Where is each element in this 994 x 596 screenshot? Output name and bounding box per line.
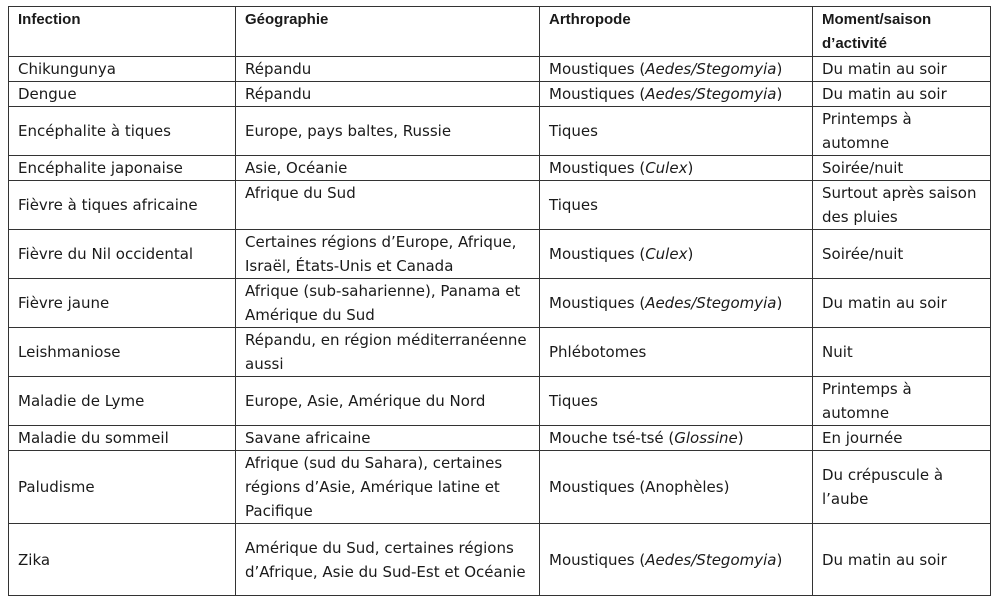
table-row [9,107,991,156]
cell-arthropode [540,82,813,107]
cell-infection: Paludisme [9,451,236,524]
cell-moment: Soirée/nuit [813,230,991,279]
table-row [9,156,991,181]
cell-infection: Dengue [9,82,236,107]
cell-infection: Fièvre jaune [9,279,236,328]
cell-infection: Maladie du sommeil [9,426,236,451]
table-row [9,279,991,328]
cell-geographie: Europe, Asie, Amérique du Nord [236,377,540,426]
table-row [9,377,991,426]
cell-geographie: Afrique du Sud [236,181,540,230]
table-row [9,426,991,451]
cell-infection: Fièvre du Nil occidental [9,230,236,279]
cell-moment: Nuit [813,328,991,377]
arthropode-close: ) [687,245,694,263]
cell-moment: Du crépuscule à l’aube [813,451,991,524]
table-row [9,230,991,279]
cell-geographie: Afrique (sub-saharienne), Panama et Amérique du Sud [236,279,540,328]
cell-geographie: Répandu, en région méditerranéenne aussi [236,328,540,377]
arthropode-text: Moustiques ( [549,245,646,263]
cell-arthropode [540,426,813,451]
cell-infection: Zika [9,524,236,596]
arthropode-close: ) [776,85,783,103]
cell-arthropode [540,181,813,230]
table-row [9,181,991,230]
header-geographie: Géographie [236,7,540,57]
cell-geographie: Certaines régions d’Europe, Afrique, Israël, États-Unis et Canada [236,230,540,279]
header-arthropode: Arthropode [540,7,813,57]
cell-arthropode [540,57,813,82]
cell-moment: Printemps à automne [813,377,991,426]
cell-geographie: Europe, pays baltes, Russie [236,107,540,156]
table-row [9,57,991,82]
cell-infection: Encéphalite à tiques [9,107,236,156]
arthropode-genus: Aedes/Stegomyia [645,550,777,569]
arthropode-close: ) [776,550,783,569]
arthropode-text: Moustiques ( [549,550,646,569]
arthropode-close: ) [776,60,783,78]
cell-moment: Du matin au soir [813,524,991,596]
cell-geographie: Amérique du Sud, certaines régions d’Afrique, Asie du Sud-Est et Océanie [236,524,540,596]
cell-moment: En journée [813,426,991,451]
cell-infection: Chikungunya [9,57,236,82]
infection-table [8,6,991,596]
cell-arthropode [540,377,813,426]
arthropode-close: ) [687,159,694,177]
arthropode-close: ) [776,294,783,312]
arthropode-text: Tiques [549,196,598,214]
arthropode-close: ) [737,429,744,447]
cell-arthropode [540,156,813,181]
table-row [9,451,991,524]
cell-arthropode [540,328,813,377]
cell-moment: Printemps à automne [813,107,991,156]
table-row [9,82,991,107]
cell-geographie: Savane africaine [236,426,540,451]
cell-geographie: Asie, Océanie [236,156,540,181]
arthropode-genus: Aedes/Stegomyia [645,60,777,78]
cell-geographie: Afrique (sud du Sahara), certaines régions d’Asie, Amérique latine et Pacifique [236,451,540,524]
cell-infection: Fièvre à tiques africaine [9,181,236,230]
header-row [9,7,991,57]
arthropode-genus: Aedes/Stegomyia [645,85,777,103]
arthropode-text: Tiques [549,392,598,410]
arthropode-text: Tiques [549,122,598,140]
arthropode-genus: Culex [645,245,688,263]
arthropode-genus: Culex [645,159,688,177]
header-infection: Infection [9,7,236,57]
cell-arthropode [540,230,813,279]
arthropode-text: Moustiques ( [549,85,646,103]
cell-infection: Leishmaniose [9,328,236,377]
arthropode-text: Moustiques ( [549,60,646,78]
arthropode-text: Moustiques (Anophèles) [549,478,730,496]
arthropode-text: Phlébotomes [549,343,647,361]
arthropode-genus: Glossine [674,429,738,447]
cell-moment: Soirée/nuit [813,156,991,181]
cell-geographie: Répandu [236,57,540,82]
cell-arthropode [540,107,813,156]
cell-moment: Du matin au soir [813,57,991,82]
table-row [9,328,991,377]
arthropode-text: Moustiques ( [549,294,646,312]
cell-moment: Du matin au soir [813,82,991,107]
arthropode-genus: Aedes/Stegomyia [645,294,777,312]
cell-infection: Encéphalite japonaise [9,156,236,181]
arthropode-text: Moustiques ( [549,159,646,177]
cell-moment: Surtout après saison des pluies [813,181,991,230]
cell-arthropode [540,279,813,328]
cell-arthropode [540,451,813,524]
cell-geographie: Répandu [236,82,540,107]
cell-moment: Du matin au soir [813,279,991,328]
table-row [9,524,991,596]
cell-arthropode [540,524,813,596]
arthropode-text: Mouche tsé-tsé ( [549,429,675,447]
cell-infection: Maladie de Lyme [9,377,236,426]
header-moment: Moment/saison d’activité [813,7,991,57]
